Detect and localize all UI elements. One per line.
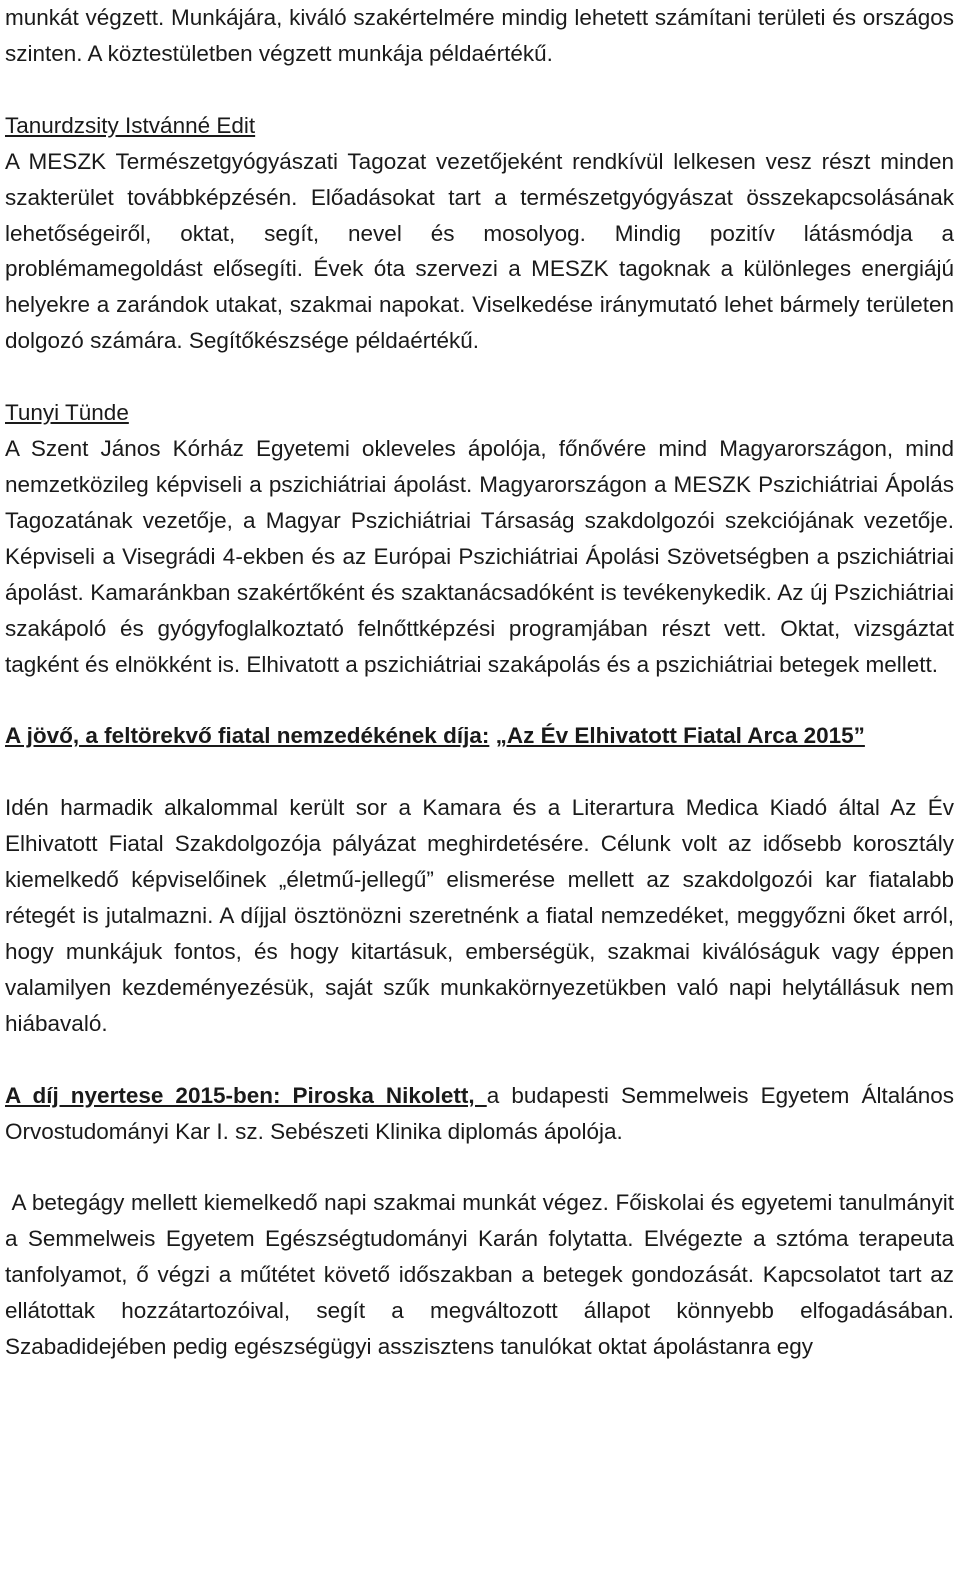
award-heading-title: „Az Év Elhivatott Fiatal Arca 2015”	[495, 723, 865, 749]
closing-paragraph: A betegágy mellett kiemelkedő napi szakmai munkát végez. Főiskolai és egyetemi tanulmányit a Semmelweis Egyetem Egészségtudományi Karán folytatta. Elvégezte a sztóma terapeuta tanfolyamot, ő végzi a műtétet követő időszakban a betegek gondozását. Kapcsolatot tart az ellátottak hozzátartozóival, segít a megváltozott állapot könnyebb elfogadásában. Szabadidejében pedig egészségügyi asszisztens tanulókat oktat ápolástanra egy	[5, 1190, 960, 1360]
spacer	[5, 754, 954, 790]
person1-name: Tanurdzsity Istvánné Edit	[5, 112, 256, 138]
spacer	[5, 72, 954, 108]
award-description: Idén harmadik alkalommal került sor a Kamara és a Literartura Medica Kiadó által Az Év Elhivatott Fiatal Szakdolgozója pályázat meghirdetésére. Célunk volt az idősebb korosztály kiemelkedő képviselőinek „életmű-jellegű” elismerése mellett az szakdolgozói kar fiatalabb rétegét is jutalmazni. A díjjal ösztönözni szeretnénk a fiatal nemzedéket, meggyőzni őket arról, hogy munkájuk fontos, és hogy kitartásuk, emberségük, szakmai kiválóságuk vagy éppen valamilyen kezdeményezésük, saját szűk munkakörnyezetükben való napi helytállásuk nem hiábavaló.	[5, 795, 954, 1036]
person2-name: Tunyi Tünde	[5, 400, 129, 426]
award-heading	[5, 718, 954, 754]
spacer	[5, 682, 954, 718]
winner-rest: a budapesti Semmelweis Egyetem Általános Orvostudományi Kar I. sz. Sebészeti Klinika diplomás ápolója.	[5, 1082, 955, 1144]
winner-label: A díj nyertese 2015-ben: Piroska Nikolett,	[5, 1082, 487, 1108]
spacer	[5, 359, 954, 395]
award-heading-prefix: A jövő, a feltörekvő fiatal nemzedékének díja:	[5, 723, 490, 749]
spacer	[5, 1042, 954, 1078]
person1-paragraph: A MESZK Természetgyógyászati Tagozat vezetőjeként rendkívül lelkesen vesz részt minden szakterület továbbképzésén. Előadásokat tart a természetgyógyászat összekapcsolásának lehetőségeiről, oktat, segít, nevel és mosolyog. Mindig pozitív látásmódja a problémamegoldást elősegíti. Évek óta szervezi a MESZK tagoknak a különleges energiájú helyekre a zarándok utakat, szakmai napokat. Viselkedése iránymutató lehet bármely területen dolgozó számára. Segítőkészsége példaértékű.	[5, 148, 954, 354]
person2-paragraph: A Szent János Kórház Egyetemi okleveles ápolója, főnővére mind Magyarországon, mind nemzetközileg képviseli a pszichiátriai ápolást. Magyarországon a MESZK Pszichiátriai Ápolás Tagozatának vezetője, a Magyar Pszichiátriai Társaság szakdolgozói szekciójának vezetője. Képviseli a Visegrádi 4-ekben és az Európai Pszichiátriai Ápolási Szövetségben a pszichiátriai ápolást. Kamaránkban szakértőként és szaktanácsadóként is tevékenykedik. Az új Pszichiátriai szakápoló és gyógyfoglalkoztató felnőttképzési programjában részt vett. Oktat, vizsgáztat tagként és elnökként is. Elhivatott a pszichiátriai szakápolás és a pszichiátriai betegek mellett.	[5, 436, 954, 677]
intro-paragraph: munkát végzett. Munkájára, kiváló szakértelmére mindig lehetett számítani területi és országos szinten. A köztestületben végzett munkája példaértékű.	[5, 5, 954, 66]
spacer	[5, 1149, 954, 1185]
winner-paragraph	[5, 1078, 954, 1150]
